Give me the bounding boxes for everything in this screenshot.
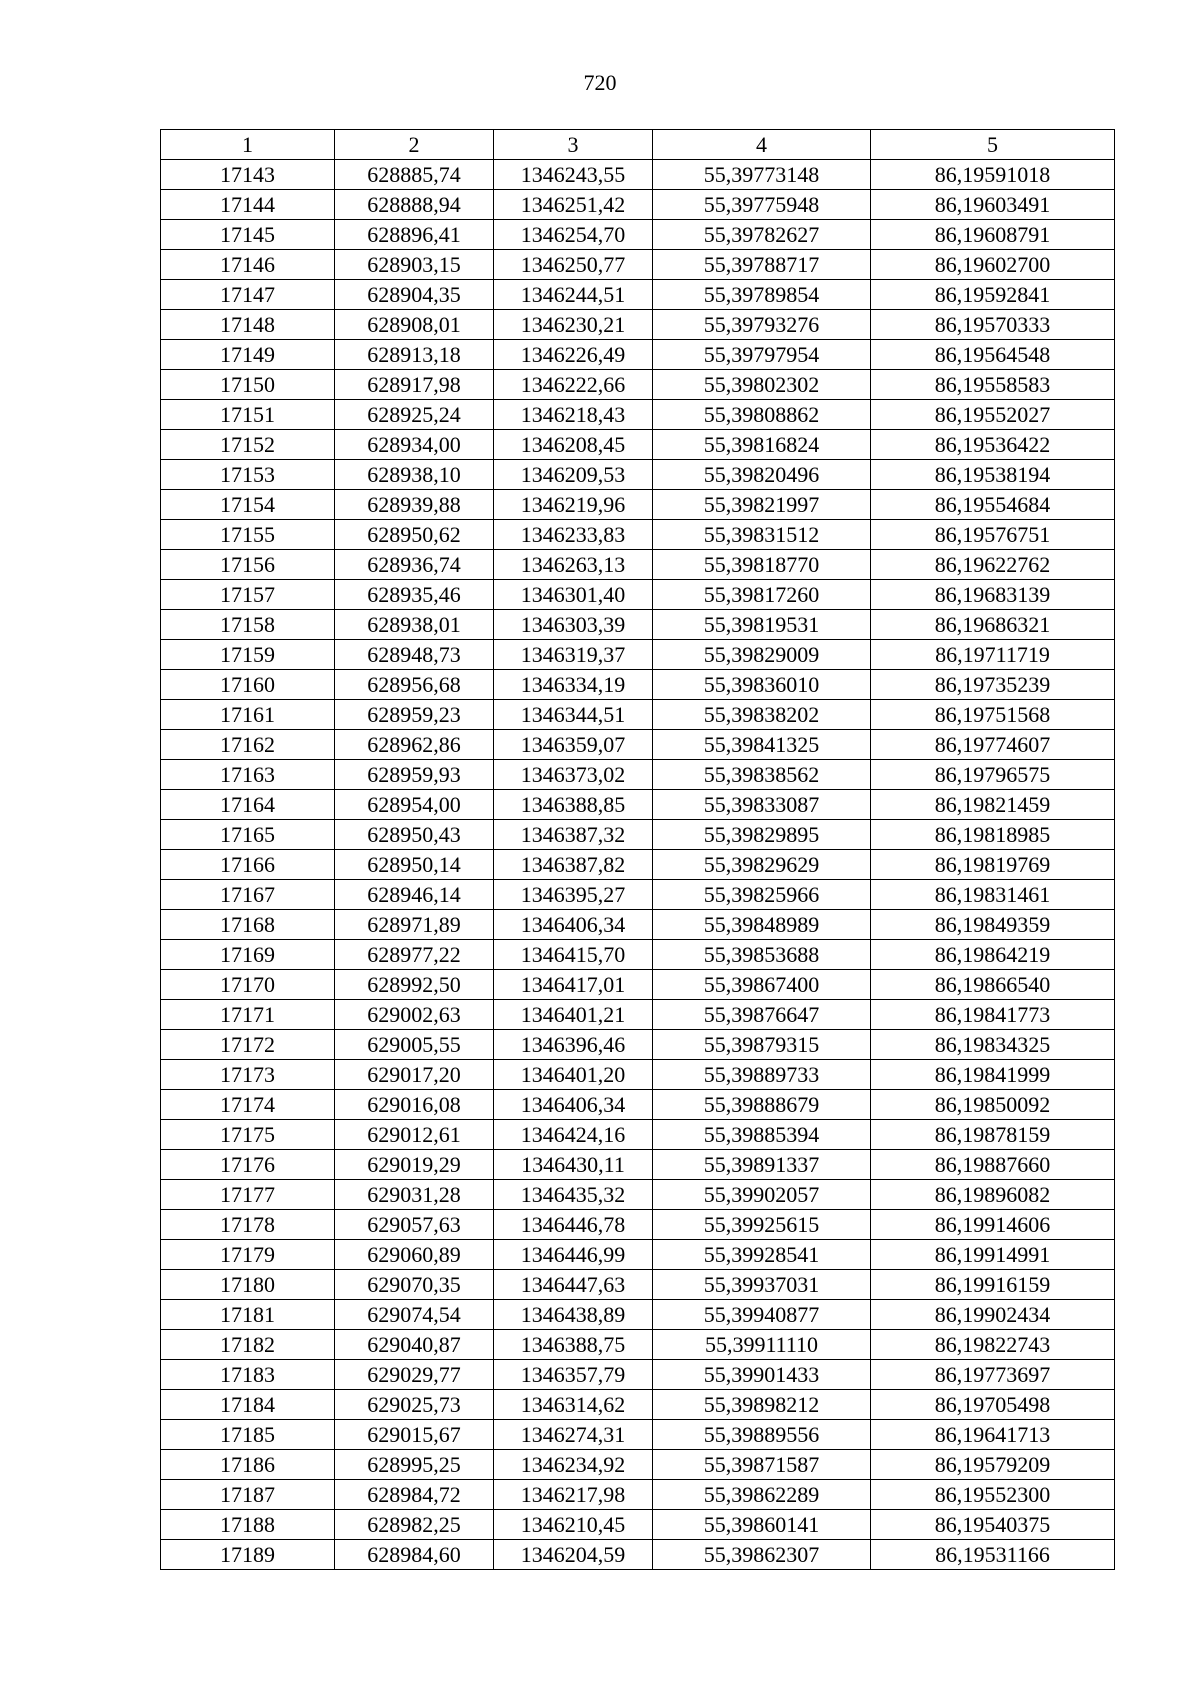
column-header-1: 1 xyxy=(161,130,335,160)
table-cell-col-1: 17178 xyxy=(161,1210,335,1240)
table-cell-col-1: 17176 xyxy=(161,1150,335,1180)
table-cell-col-4: 55,39841325 xyxy=(653,730,871,760)
table-cell-col-2: 628934,00 xyxy=(335,430,494,460)
table-row xyxy=(161,1120,1115,1150)
table-row xyxy=(161,1180,1115,1210)
table-cell-col-5: 86,19834325 xyxy=(871,1030,1115,1060)
table-cell-col-1: 17185 xyxy=(161,1420,335,1450)
table-cell-col-4: 55,39848989 xyxy=(653,910,871,940)
table-cell-col-5: 86,19602700 xyxy=(871,250,1115,280)
table-cell-col-3: 1346387,82 xyxy=(494,850,653,880)
table-cell-col-1: 17161 xyxy=(161,700,335,730)
table-cell-col-4: 55,39838202 xyxy=(653,700,871,730)
table-cell-col-4: 55,39925615 xyxy=(653,1210,871,1240)
table-cell-col-5: 86,19570333 xyxy=(871,310,1115,340)
table-cell-col-2: 628935,46 xyxy=(335,580,494,610)
table-cell-col-5: 86,19579209 xyxy=(871,1450,1115,1480)
table-cell-col-4: 55,39901433 xyxy=(653,1360,871,1390)
table-cell-col-5: 86,19603491 xyxy=(871,190,1115,220)
table-cell-col-3: 1346234,92 xyxy=(494,1450,653,1480)
table-cell-col-1: 17157 xyxy=(161,580,335,610)
table-cell-col-3: 1346357,79 xyxy=(494,1360,653,1390)
table-cell-col-5: 86,19773697 xyxy=(871,1360,1115,1390)
table-cell-col-5: 86,19683139 xyxy=(871,580,1115,610)
table-cell-col-1: 17144 xyxy=(161,190,335,220)
table-cell-col-1: 17172 xyxy=(161,1030,335,1060)
table-cell-col-2: 629017,20 xyxy=(335,1060,494,1090)
page-number: 720 xyxy=(583,70,617,95)
table-cell-col-4: 55,39940877 xyxy=(653,1300,871,1330)
table-cell-col-1: 17181 xyxy=(161,1300,335,1330)
table-cell-col-4: 55,39816824 xyxy=(653,430,871,460)
table-cell-col-4: 55,39862289 xyxy=(653,1480,871,1510)
table-row xyxy=(161,190,1115,220)
table-cell-col-4: 55,39818770 xyxy=(653,550,871,580)
table-cell-col-2: 629025,73 xyxy=(335,1390,494,1420)
table-cell-col-3: 1346359,07 xyxy=(494,730,653,760)
table-cell-col-3: 1346243,55 xyxy=(494,160,653,190)
table-cell-col-2: 629019,29 xyxy=(335,1150,494,1180)
coordinates-table xyxy=(160,129,1115,1570)
table-cell-col-4: 55,39876647 xyxy=(653,1000,871,1030)
table-cell-col-5: 86,19866540 xyxy=(871,970,1115,1000)
table-cell-col-5: 86,19540375 xyxy=(871,1510,1115,1540)
table-cell-col-1: 17171 xyxy=(161,1000,335,1030)
table-cell-col-5: 86,19916159 xyxy=(871,1270,1115,1300)
table-cell-col-3: 1346430,11 xyxy=(494,1150,653,1180)
table-cell-col-5: 86,19831461 xyxy=(871,880,1115,910)
table-cell-col-3: 1346210,45 xyxy=(494,1510,653,1540)
table-cell-col-5: 86,19849359 xyxy=(871,910,1115,940)
table-row xyxy=(161,430,1115,460)
table-cell-col-5: 86,19552300 xyxy=(871,1480,1115,1510)
table-row xyxy=(161,550,1115,580)
table-cell-col-3: 1346274,31 xyxy=(494,1420,653,1450)
table-cell-col-2: 628992,50 xyxy=(335,970,494,1000)
table-cell-col-1: 17189 xyxy=(161,1540,335,1570)
table-cell-col-2: 628938,01 xyxy=(335,610,494,640)
table-cell-col-1: 17143 xyxy=(161,160,335,190)
table-row xyxy=(161,400,1115,430)
table-cell-col-5: 86,19887660 xyxy=(871,1150,1115,1180)
table-cell-col-2: 628995,25 xyxy=(335,1450,494,1480)
table-cell-col-3: 1346435,32 xyxy=(494,1180,653,1210)
table-cell-col-3: 1346344,51 xyxy=(494,700,653,730)
table-cell-col-4: 55,39871587 xyxy=(653,1450,871,1480)
table-row xyxy=(161,250,1115,280)
table-cell-col-3: 1346303,39 xyxy=(494,610,653,640)
table-row xyxy=(161,220,1115,250)
table-cell-col-4: 55,39821997 xyxy=(653,490,871,520)
table-cell-col-5: 86,19821459 xyxy=(871,790,1115,820)
table-cell-col-1: 17177 xyxy=(161,1180,335,1210)
table-row xyxy=(161,340,1115,370)
table-cell-col-4: 55,39879315 xyxy=(653,1030,871,1060)
table-cell-col-2: 628913,18 xyxy=(335,340,494,370)
table-row xyxy=(161,1060,1115,1090)
table-cell-col-4: 55,39902057 xyxy=(653,1180,871,1210)
table-row xyxy=(161,490,1115,520)
column-header-5: 5 xyxy=(871,130,1115,160)
table-cell-col-2: 628903,15 xyxy=(335,250,494,280)
table-cell-col-1: 17182 xyxy=(161,1330,335,1360)
table-cell-col-3: 1346417,01 xyxy=(494,970,653,1000)
table-cell-col-2: 628917,98 xyxy=(335,370,494,400)
table-cell-col-2: 629012,61 xyxy=(335,1120,494,1150)
table-cell-col-2: 628885,74 xyxy=(335,160,494,190)
table-cell-col-3: 1346209,53 xyxy=(494,460,653,490)
table-cell-col-2: 629057,63 xyxy=(335,1210,494,1240)
table-row xyxy=(161,850,1115,880)
table-row xyxy=(161,520,1115,550)
table-cell-col-5: 86,19591018 xyxy=(871,160,1115,190)
table-row xyxy=(161,280,1115,310)
table-row xyxy=(161,460,1115,490)
table-row xyxy=(161,1210,1115,1240)
table-row xyxy=(161,820,1115,850)
table-cell-col-1: 17151 xyxy=(161,400,335,430)
header-row xyxy=(161,130,1115,160)
column-header-4: 4 xyxy=(653,130,871,160)
table-cell-col-4: 55,39820496 xyxy=(653,460,871,490)
table-row xyxy=(161,1090,1115,1120)
table-cell-col-5: 86,19841999 xyxy=(871,1060,1115,1090)
table-cell-col-2: 629002,63 xyxy=(335,1000,494,1030)
table-cell-col-2: 628959,93 xyxy=(335,760,494,790)
table-cell-col-3: 1346401,20 xyxy=(494,1060,653,1090)
table-row xyxy=(161,910,1115,940)
table-cell-col-3: 1346217,98 xyxy=(494,1480,653,1510)
table-cell-col-1: 17187 xyxy=(161,1480,335,1510)
table-row xyxy=(161,1240,1115,1270)
table-cell-col-5: 86,19841773 xyxy=(871,1000,1115,1030)
table-cell-col-5: 86,19878159 xyxy=(871,1120,1115,1150)
table-cell-col-3: 1346204,59 xyxy=(494,1540,653,1570)
table-cell-col-3: 1346446,78 xyxy=(494,1210,653,1240)
table-cell-col-3: 1346447,63 xyxy=(494,1270,653,1300)
table-cell-col-2: 628984,72 xyxy=(335,1480,494,1510)
table-cell-col-4: 55,39867400 xyxy=(653,970,871,1000)
table-cell-col-4: 55,39782627 xyxy=(653,220,871,250)
table-cell-col-3: 1346219,96 xyxy=(494,490,653,520)
table-row xyxy=(161,970,1115,1000)
table-row xyxy=(161,1540,1115,1570)
table-cell-col-1: 17147 xyxy=(161,280,335,310)
table-row xyxy=(161,940,1115,970)
table-cell-col-5: 86,19554684 xyxy=(871,490,1115,520)
table-cell-col-2: 628908,01 xyxy=(335,310,494,340)
table-cell-col-4: 55,39793276 xyxy=(653,310,871,340)
table-cell-col-1: 17179 xyxy=(161,1240,335,1270)
table-row xyxy=(161,1030,1115,1060)
table-cell-col-4: 55,39833087 xyxy=(653,790,871,820)
table-cell-col-4: 55,39797954 xyxy=(653,340,871,370)
table-row xyxy=(161,1510,1115,1540)
table-cell-col-5: 86,19641713 xyxy=(871,1420,1115,1450)
table-cell-col-4: 55,39789854 xyxy=(653,280,871,310)
table-cell-col-2: 628982,25 xyxy=(335,1510,494,1540)
table-cell-col-4: 55,39808862 xyxy=(653,400,871,430)
table-cell-col-5: 86,19774607 xyxy=(871,730,1115,760)
table-cell-col-3: 1346301,40 xyxy=(494,580,653,610)
table-cell-col-3: 1346218,43 xyxy=(494,400,653,430)
table-cell-col-4: 55,39911110 xyxy=(653,1330,871,1360)
table-cell-col-5: 86,19536422 xyxy=(871,430,1115,460)
table-cell-col-1: 17148 xyxy=(161,310,335,340)
table-cell-col-1: 17184 xyxy=(161,1390,335,1420)
table-cell-col-3: 1346319,37 xyxy=(494,640,653,670)
table-row xyxy=(161,1390,1115,1420)
table-cell-col-4: 55,39891337 xyxy=(653,1150,871,1180)
table-cell-col-1: 17156 xyxy=(161,550,335,580)
table-row xyxy=(161,1150,1115,1180)
table-cell-col-5: 86,19902434 xyxy=(871,1300,1115,1330)
table-row xyxy=(161,1480,1115,1510)
table-cell-col-2: 629005,55 xyxy=(335,1030,494,1060)
table-cell-col-3: 1346438,89 xyxy=(494,1300,653,1330)
table-row xyxy=(161,700,1115,730)
table-row xyxy=(161,1330,1115,1360)
table-cell-col-5: 86,19592841 xyxy=(871,280,1115,310)
table-cell-col-5: 86,19735239 xyxy=(871,670,1115,700)
table-cell-col-3: 1346230,21 xyxy=(494,310,653,340)
table-cell-col-3: 1346334,19 xyxy=(494,670,653,700)
table-cell-col-1: 17173 xyxy=(161,1060,335,1090)
table-cell-col-3: 1346406,34 xyxy=(494,910,653,940)
table-row xyxy=(161,670,1115,700)
table-cell-col-3: 1346395,27 xyxy=(494,880,653,910)
column-header-3: 3 xyxy=(494,130,653,160)
table-row xyxy=(161,610,1115,640)
table-cell-col-2: 629040,87 xyxy=(335,1330,494,1360)
table-cell-col-1: 17166 xyxy=(161,850,335,880)
table-row xyxy=(161,640,1115,670)
table-cell-col-3: 1346446,99 xyxy=(494,1240,653,1270)
table-row xyxy=(161,730,1115,760)
table-cell-col-5: 86,19864219 xyxy=(871,940,1115,970)
table-cell-col-1: 17180 xyxy=(161,1270,335,1300)
table-cell-col-3: 1346415,70 xyxy=(494,940,653,970)
table-cell-col-2: 628948,73 xyxy=(335,640,494,670)
table-cell-col-4: 55,39831512 xyxy=(653,520,871,550)
table-cell-col-1: 17145 xyxy=(161,220,335,250)
table-cell-col-5: 86,19818985 xyxy=(871,820,1115,850)
table-cell-col-1: 17165 xyxy=(161,820,335,850)
table-cell-col-5: 86,19850092 xyxy=(871,1090,1115,1120)
table-cell-col-4: 55,39853688 xyxy=(653,940,871,970)
table-cell-col-3: 1346254,70 xyxy=(494,220,653,250)
table-row xyxy=(161,1420,1115,1450)
table-cell-col-4: 55,39888679 xyxy=(653,1090,871,1120)
table-cell-col-5: 86,19896082 xyxy=(871,1180,1115,1210)
table-cell-col-2: 628959,23 xyxy=(335,700,494,730)
table-cell-col-5: 86,19914991 xyxy=(871,1240,1115,1270)
table-cell-col-2: 628946,14 xyxy=(335,880,494,910)
table-cell-col-5: 86,19558583 xyxy=(871,370,1115,400)
table-cell-col-3: 1346233,83 xyxy=(494,520,653,550)
table-cell-col-3: 1346388,85 xyxy=(494,790,653,820)
table-row xyxy=(161,760,1115,790)
table-cell-col-4: 55,39788717 xyxy=(653,250,871,280)
table-cell-col-1: 17146 xyxy=(161,250,335,280)
table-cell-col-1: 17168 xyxy=(161,910,335,940)
table-cell-col-1: 17186 xyxy=(161,1450,335,1480)
table-cell-col-5: 86,19914606 xyxy=(871,1210,1115,1240)
table-cell-col-1: 17150 xyxy=(161,370,335,400)
table-cell-col-4: 55,39773148 xyxy=(653,160,871,190)
table-cell-col-2: 628971,89 xyxy=(335,910,494,940)
table-cell-col-3: 1346424,16 xyxy=(494,1120,653,1150)
table-cell-col-2: 628888,94 xyxy=(335,190,494,220)
table-cell-col-4: 55,39838562 xyxy=(653,760,871,790)
table-cell-col-3: 1346373,02 xyxy=(494,760,653,790)
table-cell-col-3: 1346314,62 xyxy=(494,1390,653,1420)
table-row xyxy=(161,1360,1115,1390)
table-cell-col-3: 1346387,32 xyxy=(494,820,653,850)
table-cell-col-2: 629015,67 xyxy=(335,1420,494,1450)
table-cell-col-1: 17160 xyxy=(161,670,335,700)
table-cell-col-1: 17170 xyxy=(161,970,335,1000)
table-cell-col-1: 17162 xyxy=(161,730,335,760)
table-cell-col-5: 86,19576751 xyxy=(871,520,1115,550)
table-cell-col-2: 628956,68 xyxy=(335,670,494,700)
table-cell-col-5: 86,19711719 xyxy=(871,640,1115,670)
table-cell-col-2: 628938,10 xyxy=(335,460,494,490)
table-cell-col-2: 628977,22 xyxy=(335,940,494,970)
table-cell-col-5: 86,19819769 xyxy=(871,850,1115,880)
table-row xyxy=(161,880,1115,910)
table-cell-col-4: 55,39817260 xyxy=(653,580,871,610)
table-cell-col-2: 629074,54 xyxy=(335,1300,494,1330)
table-cell-col-3: 1346263,13 xyxy=(494,550,653,580)
table-cell-col-3: 1346244,51 xyxy=(494,280,653,310)
table-cell-col-3: 1346250,77 xyxy=(494,250,653,280)
table-cell-col-3: 1346406,34 xyxy=(494,1090,653,1120)
table-cell-col-2: 628925,24 xyxy=(335,400,494,430)
table-cell-col-5: 86,19608791 xyxy=(871,220,1115,250)
table-row xyxy=(161,790,1115,820)
table-cell-col-2: 629029,77 xyxy=(335,1360,494,1390)
table-cell-col-1: 17154 xyxy=(161,490,335,520)
table-cell-col-4: 55,39819531 xyxy=(653,610,871,640)
column-header-2: 2 xyxy=(335,130,494,160)
table-cell-col-4: 55,39829895 xyxy=(653,820,871,850)
table-cell-col-2: 628939,88 xyxy=(335,490,494,520)
table-cell-col-1: 17164 xyxy=(161,790,335,820)
table-cell-col-1: 17149 xyxy=(161,340,335,370)
table-cell-col-5: 86,19552027 xyxy=(871,400,1115,430)
table-cell-col-1: 17175 xyxy=(161,1120,335,1150)
table-row xyxy=(161,370,1115,400)
table-cell-col-4: 55,39836010 xyxy=(653,670,871,700)
table-cell-col-4: 55,39889733 xyxy=(653,1060,871,1090)
table-cell-col-4: 55,39898212 xyxy=(653,1390,871,1420)
table-cell-col-3: 1346226,49 xyxy=(494,340,653,370)
table-row xyxy=(161,1450,1115,1480)
table-cell-col-4: 55,39862307 xyxy=(653,1540,871,1570)
table-cell-col-1: 17188 xyxy=(161,1510,335,1540)
table-cell-col-2: 628962,86 xyxy=(335,730,494,760)
table-cell-col-4: 55,39937031 xyxy=(653,1270,871,1300)
table-cell-col-2: 628904,35 xyxy=(335,280,494,310)
table-cell-col-2: 628950,14 xyxy=(335,850,494,880)
table-cell-col-1: 17159 xyxy=(161,640,335,670)
table-cell-col-4: 55,39825966 xyxy=(653,880,871,910)
table-cell-col-3: 1346388,75 xyxy=(494,1330,653,1360)
table-cell-col-5: 86,19622762 xyxy=(871,550,1115,580)
table-cell-col-2: 629016,08 xyxy=(335,1090,494,1120)
table-cell-col-5: 86,19531166 xyxy=(871,1540,1115,1570)
table-row xyxy=(161,310,1115,340)
table-cell-col-4: 55,39775948 xyxy=(653,190,871,220)
table-cell-col-1: 17155 xyxy=(161,520,335,550)
table-row xyxy=(161,1000,1115,1030)
table-row xyxy=(161,1270,1115,1300)
table-cell-col-5: 86,19751568 xyxy=(871,700,1115,730)
table-cell-col-5: 86,19564548 xyxy=(871,340,1115,370)
table-cell-col-1: 17183 xyxy=(161,1360,335,1390)
table-cell-col-4: 55,39860141 xyxy=(653,1510,871,1540)
table-cell-col-4: 55,39885394 xyxy=(653,1120,871,1150)
table-cell-col-2: 628936,74 xyxy=(335,550,494,580)
table-row xyxy=(161,1300,1115,1330)
table-cell-col-4: 55,39889556 xyxy=(653,1420,871,1450)
table-cell-col-5: 86,19822743 xyxy=(871,1330,1115,1360)
table-cell-col-1: 17152 xyxy=(161,430,335,460)
table-cell-col-2: 628950,62 xyxy=(335,520,494,550)
table-cell-col-5: 86,19538194 xyxy=(871,460,1115,490)
table-cell-col-2: 628984,60 xyxy=(335,1540,494,1570)
table-cell-col-5: 86,19705498 xyxy=(871,1390,1115,1420)
table-cell-col-1: 17153 xyxy=(161,460,335,490)
table-cell-col-2: 628896,41 xyxy=(335,220,494,250)
table-cell-col-1: 17158 xyxy=(161,610,335,640)
table-cell-col-2: 629031,28 xyxy=(335,1180,494,1210)
table-body xyxy=(161,160,1115,1570)
table-cell-col-4: 55,39829009 xyxy=(653,640,871,670)
table-cell-col-3: 1346396,46 xyxy=(494,1030,653,1060)
table-cell-col-1: 17169 xyxy=(161,940,335,970)
table-cell-col-3: 1346208,45 xyxy=(494,430,653,460)
table-cell-col-3: 1346222,66 xyxy=(494,370,653,400)
table-cell-col-1: 17163 xyxy=(161,760,335,790)
table-cell-col-2: 629070,35 xyxy=(335,1270,494,1300)
table-row xyxy=(161,580,1115,610)
table-header xyxy=(161,130,1115,160)
table-cell-col-3: 1346251,42 xyxy=(494,190,653,220)
table-cell-col-4: 55,39829629 xyxy=(653,850,871,880)
table-cell-col-1: 17167 xyxy=(161,880,335,910)
table-cell-col-1: 17174 xyxy=(161,1090,335,1120)
table-cell-col-2: 628950,43 xyxy=(335,820,494,850)
table-cell-col-4: 55,39802302 xyxy=(653,370,871,400)
table-cell-col-4: 55,39928541 xyxy=(653,1240,871,1270)
table-cell-col-2: 628954,00 xyxy=(335,790,494,820)
table-cell-col-5: 86,19796575 xyxy=(871,760,1115,790)
table-cell-col-2: 629060,89 xyxy=(335,1240,494,1270)
table-cell-col-3: 1346401,21 xyxy=(494,1000,653,1030)
table-cell-col-5: 86,19686321 xyxy=(871,610,1115,640)
table-row xyxy=(161,160,1115,190)
